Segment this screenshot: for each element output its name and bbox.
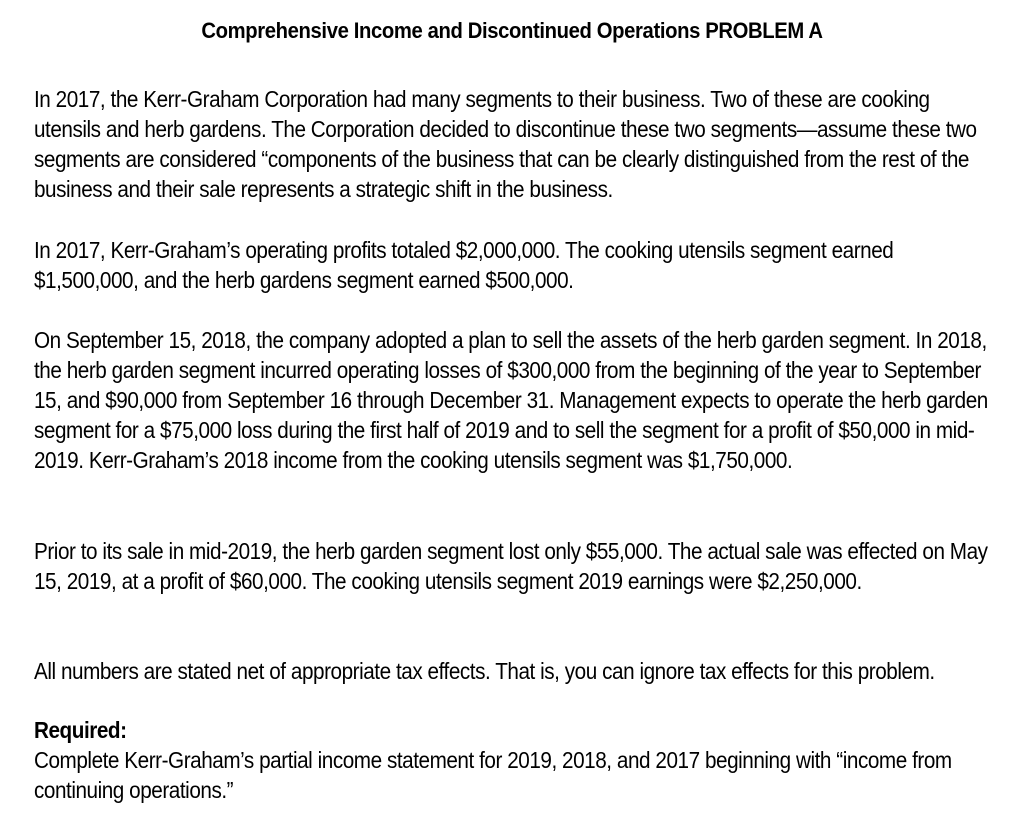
required-heading: Required: (34, 717, 127, 743)
paragraph-2018-plan: On September 15, 2018, the company adopted a plan to sell the assets of the herb garden segment. In 2018, the herb garden segment incurred operating losses of $300,000 from the beginning of the year to September 15, and $90,000 from September 16 through December 31. Management expects to operate the herb garden segment for a $75,000 loss during the first half of 2019 and to sell the segment for a profit of $50,000 in mid-2019. Kerr-Graham’s 2018 income from the cooking utensils segment was $1,750,000. (34, 327, 988, 473)
document-title: Comprehensive Income and Discontinued Operations PROBLEM A (201, 18, 823, 43)
paragraph-tax-note: All numbers are stated net of appropriate tax effects. That is, you can ignore tax effects for this problem. (34, 658, 935, 684)
paragraph-segments-overview: In 2017, the Kerr-Graham Corporation had many segments to their business. Two of these are cooking utensils and herb gardens. The Corporation decided to discontinue these two segments—assume these two segments are considered “components of the business that can be clearly distinguished from the rest of the business and their sale represents a strategic shift in the business. (34, 86, 977, 202)
paragraph-2019-sale: Prior to its sale in mid-2019, the herb garden segment lost only $55,000. The actual sale was effected on May 15, 2019, at a profit of $60,000. The cooking utensils segment 2019 earnings were $2,250,000. (34, 538, 988, 594)
required-instructions: Complete Kerr-Graham’s partial income statement for 2019, 2018, and 2017 beginning with “income from continuing operations.” (34, 747, 952, 803)
paragraph-2017-profits: In 2017, Kerr-Graham’s operating profits totaled $2,000,000. The cooking utensils segment earned $1,500,000, and the herb gardens segment earned $500,000. (34, 237, 894, 293)
